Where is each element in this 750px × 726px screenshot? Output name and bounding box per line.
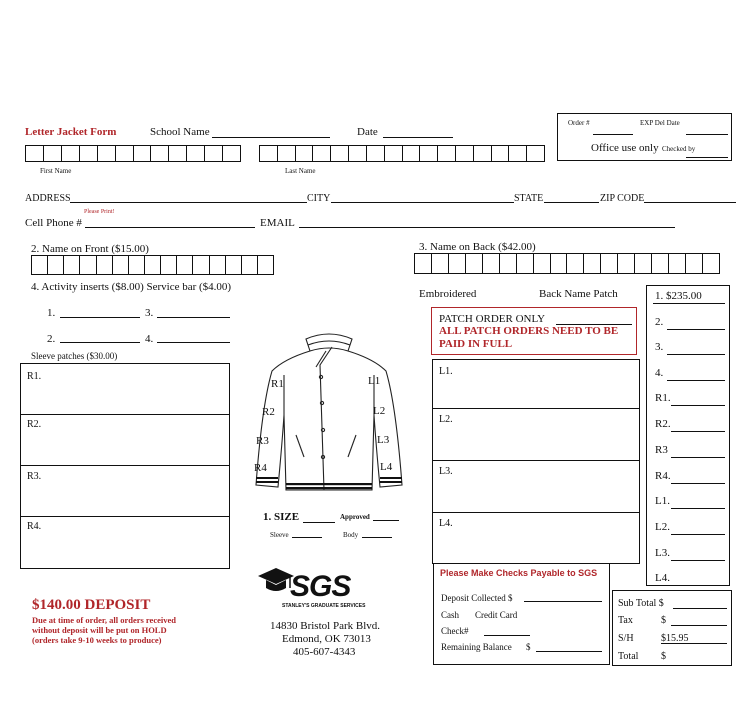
graduation-cap-logo-icon [258, 566, 294, 594]
price-item-r4-field[interactable] [671, 483, 725, 484]
activity-3-field[interactable] [157, 317, 230, 318]
tax-label: Tax [618, 615, 633, 626]
city-field[interactable] [331, 202, 514, 203]
patch-l1-cell[interactable] [433, 360, 639, 409]
payment-title: Please Make Checks Payable to SGS [440, 568, 598, 578]
patch-l3-label: L3. [439, 466, 453, 477]
name-on-back-cells[interactable] [414, 253, 720, 274]
patch-order-only-label: PATCH ORDER ONLY [439, 313, 546, 325]
size-body-field[interactable] [362, 537, 392, 538]
zip-label: ZIP CODE [600, 193, 645, 204]
approved-field[interactable] [373, 520, 399, 521]
jacket-mark-l3: L3 [377, 434, 390, 446]
price-item-2-field[interactable] [667, 329, 725, 330]
activity-inserts-label: 4. Activity inserts ($8.00) Service bar ($4.00) [31, 281, 232, 293]
company-tagline: STANLEY'S GRADUATE SERVICES [282, 603, 366, 609]
cash-label[interactable]: Cash [441, 610, 459, 620]
state-field[interactable] [544, 202, 599, 203]
price-item-l2-field[interactable] [671, 534, 725, 535]
patch-l3-cell[interactable] [433, 460, 639, 513]
price-item-l1-field[interactable] [671, 508, 725, 509]
price-divider-1 [653, 303, 725, 304]
approved-label: Approved [340, 513, 370, 521]
deposit-collected-label: Deposit Collected $ [441, 593, 513, 603]
size-sleeve-label: Sleeve [270, 531, 289, 539]
total-label: Total [618, 651, 639, 662]
deposit-title: $140.00 DEPOSIT [32, 597, 151, 613]
patch-l1-label: L1. [439, 366, 453, 377]
sleeve-patches-label: Sleeve patches ($30.00) [31, 351, 118, 361]
remaining-balance-field[interactable] [536, 651, 602, 652]
cell-phone-field[interactable] [85, 227, 255, 228]
size-label: 1. SIZE [263, 511, 300, 523]
patch-l2-label: L2. [439, 414, 453, 425]
name-on-front-label: 2. Name on Front ($15.00) [31, 243, 149, 255]
check-number-field[interactable] [484, 635, 530, 636]
embroidered-label: Embroidered [419, 288, 477, 300]
activity-3-label: 3. [145, 307, 154, 319]
price-item-l2: L2. [655, 521, 670, 533]
activity-1-label: 1. [47, 307, 56, 319]
activity-1-field[interactable] [60, 317, 140, 318]
price-item-r3: R3 [655, 444, 668, 456]
first-name-label: First Name [40, 167, 72, 175]
left-patch-box [432, 359, 640, 564]
name-on-front-cells[interactable] [31, 255, 274, 275]
jacket-mark-l2: L2 [373, 405, 386, 417]
checked-by-field[interactable] [686, 157, 728, 158]
price-item-4: 4. [655, 367, 664, 379]
state-label: STATE [514, 193, 544, 204]
last-name-label: Last Name [285, 167, 316, 175]
price-item-r3-field[interactable] [671, 457, 725, 458]
sleeve-r2-cell[interactable] [21, 414, 229, 466]
price-item-r4: R4. [655, 470, 671, 482]
sleeve-r3-cell[interactable] [21, 465, 229, 517]
deposit-line-1: Due at time of order, all orders received [32, 615, 176, 625]
form-title: Letter Jacket Form [25, 126, 117, 138]
patch-l4-cell[interactable] [433, 512, 639, 563]
first-name-cells[interactable] [25, 145, 241, 162]
jacket-mark-l4: L4 [380, 461, 393, 473]
checked-by-label: Checked by [662, 145, 696, 153]
check-number-label: Check# [441, 626, 469, 636]
patch-l4-label: L4. [439, 518, 453, 529]
patch-order-notice [431, 307, 637, 355]
company-city: Edmond, OK 73013 [282, 633, 371, 645]
jacket-mark-l1: L1 [368, 375, 381, 387]
deposit-collected-field[interactable] [524, 601, 602, 602]
sleeve-r4-cell[interactable] [21, 516, 229, 568]
sleeve-r3-label: R3. [27, 471, 42, 482]
jacket-mark-r3: R3 [256, 435, 269, 447]
address-field[interactable] [70, 202, 307, 203]
address-label: ADDRESS [25, 193, 71, 204]
school-name-field[interactable] [212, 137, 330, 138]
price-item-r1: R1. [655, 392, 671, 404]
sleeve-r1-label: R1. [27, 371, 42, 382]
sleeve-patch-box [20, 363, 230, 569]
sgs-logo: SGS [290, 570, 351, 603]
back-name-patch-label: Back Name Patch [539, 288, 618, 300]
cell-phone-label: Cell Phone # [25, 217, 82, 229]
payment-box [433, 563, 610, 665]
price-column [646, 285, 730, 586]
deposit-line-2: without deposit will be put on HOLD [32, 625, 167, 635]
total-symbol: $ [661, 651, 666, 662]
sh-label: S/H [618, 633, 634, 644]
credit-card-label[interactable]: Credit Card [475, 610, 518, 620]
jacket-mark-r4: R4 [254, 462, 267, 474]
sh-divider [661, 643, 727, 644]
sleeve-r2-label: R2. [27, 419, 42, 430]
last-name-cells[interactable] [259, 145, 545, 162]
please-print-note: Please Print! [84, 209, 115, 215]
office-use-label: Office use only [591, 142, 659, 154]
deposit-line-3: (orders take 9-10 weeks to produce) [32, 635, 162, 645]
price-item-1: 1. $235.00 [655, 290, 702, 302]
size-field[interactable] [303, 522, 335, 523]
exp-del-date-field[interactable] [686, 134, 728, 135]
patch-l2-cell[interactable] [433, 408, 639, 461]
price-item-l3: L3. [655, 547, 670, 559]
zip-field[interactable] [644, 202, 736, 203]
size-body-label: Body [343, 531, 359, 539]
exp-del-date-label: EXP Del Date [640, 119, 680, 127]
remaining-balance-label: Remaining Balance [441, 642, 512, 652]
price-item-3-field[interactable] [667, 354, 725, 355]
city-label: CITY [307, 193, 331, 204]
subtotal-field[interactable] [673, 608, 727, 609]
price-item-r1-field[interactable] [671, 405, 725, 406]
school-name-label: School Name [150, 126, 210, 138]
tax-field[interactable] [671, 625, 727, 626]
company-phone: 405-607-4343 [293, 646, 356, 658]
patch-order-warning: ALL PATCH ORDERS NEED TO BE PAID IN FULL [439, 325, 619, 350]
price-item-l4: L4. [655, 572, 670, 584]
jacket-mark-r1: R1 [271, 378, 284, 390]
price-item-r2-field[interactable] [671, 431, 725, 432]
email-field[interactable] [299, 227, 675, 228]
date-field[interactable] [383, 137, 453, 138]
sleeve-r1-cell[interactable] [21, 364, 229, 415]
activity-2-label: 2. [47, 333, 56, 345]
price-item-r2: R2. [655, 418, 671, 430]
jacket-mark-r2: R2 [262, 406, 275, 418]
price-item-l1: L1. [655, 495, 670, 507]
tax-symbol: $ [661, 615, 666, 626]
sh-value: $15.95 [661, 633, 689, 644]
activity-4-field[interactable] [157, 342, 230, 343]
office-use-box [557, 113, 732, 161]
remaining-balance-symbol: $ [526, 642, 531, 652]
activity-2-field[interactable] [60, 342, 140, 343]
order-number-label: Order # [568, 119, 590, 127]
subtotal-label: Sub Total $ [618, 598, 664, 609]
sleeve-r4-label: R4. [27, 521, 42, 532]
price-item-3: 3. [655, 341, 664, 353]
name-on-back-label: 3. Name on Back ($42.00) [419, 241, 536, 253]
price-item-2: 2. [655, 316, 664, 328]
price-item-l3-field[interactable] [671, 560, 725, 561]
date-label: Date [357, 126, 378, 138]
company-street: 14830 Bristol Park Blvd. [270, 620, 381, 632]
email-label: EMAIL [260, 217, 295, 229]
size-sleeve-field[interactable] [292, 537, 322, 538]
order-number-field[interactable] [593, 134, 633, 135]
activity-4-label: 4. [145, 333, 154, 345]
price-item-4-field[interactable] [667, 380, 725, 381]
totals-box [612, 590, 732, 666]
